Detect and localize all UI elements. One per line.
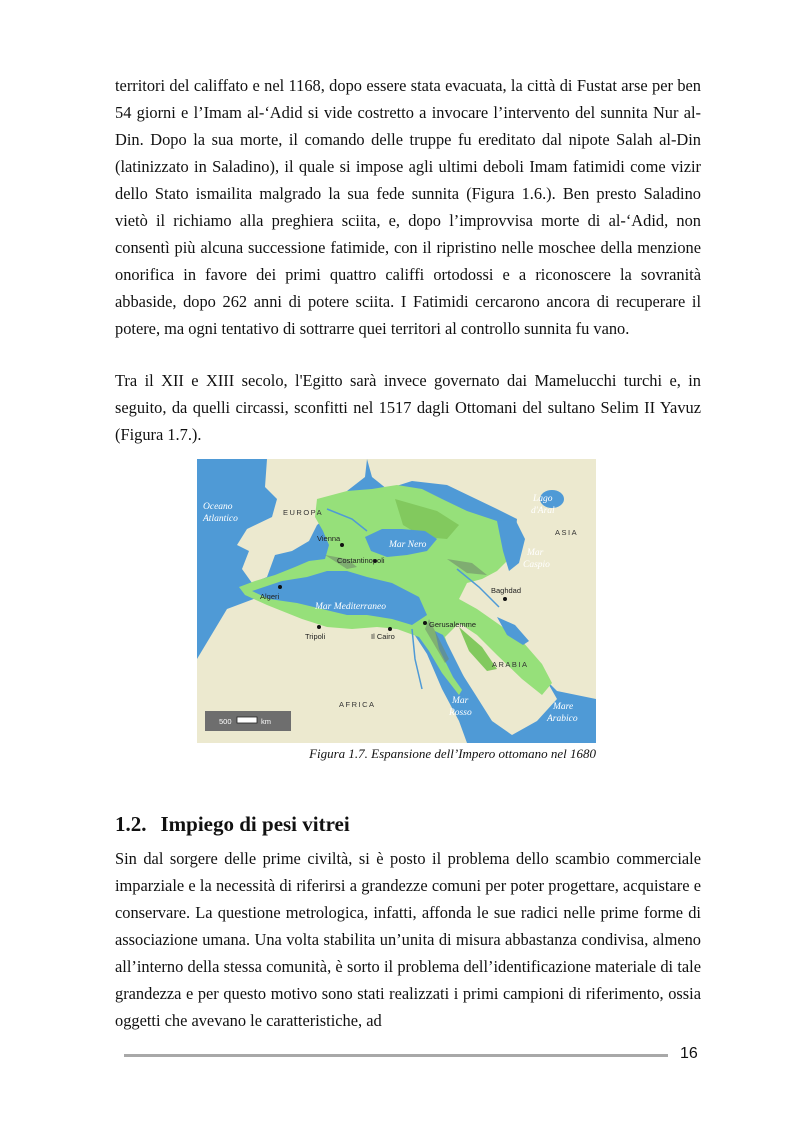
map-label: Baghdad: [491, 586, 522, 595]
map-label: Caspio: [523, 560, 550, 570]
map-label: Mare: [553, 702, 574, 712]
body-paragraph: Sin dal sorgere delle prime civiltà, si è posto il problema dello scambio commerciale imparziale e la necessità di riferirsi a grandezze comuni per poter progettare, acquistare e conservare. La questione metrologica, infatti, affonda le sue radici nelle prime forme di associazione umana. Una volta stabilita un’unita di misura abbastanza condivisa, almeno all’interno della stessa comunità, è sorto il problema dell’identificazione materiale di tale grandezza e per questo motivo sono stati realizzati i primi campioni di riferimento, ossia oggetti che avevano le caratteristiche, ad: [115, 849, 701, 1030]
map-label: Gerusalemme: [429, 620, 477, 629]
map-label: Oceano: [203, 502, 233, 512]
map-label: Mar: [527, 548, 544, 558]
map-label: Mar Mediterraneo: [315, 602, 386, 612]
map-label: Algeri: [260, 592, 280, 601]
map-label: Il Cairo: [371, 632, 395, 641]
city-marker: [340, 543, 344, 547]
figure-caption: Figura 1.7. Espansione dell’Impero ottomano nel 1680: [309, 746, 596, 761]
scale-unit: km: [261, 717, 271, 726]
map-label: d'Aral: [531, 506, 555, 516]
scale-value: 500: [219, 717, 232, 726]
section-heading: [115, 812, 350, 837]
footer-divider: [124, 1054, 668, 1057]
city-marker: [503, 597, 507, 601]
ottoman-empire-map: [197, 459, 596, 743]
map-label: Atlantico: [203, 514, 238, 524]
map-label: Vienna: [317, 534, 341, 543]
section-title: Impiego di pesi vitrei: [160, 812, 350, 836]
city-marker: [423, 621, 427, 625]
map-label: Costantinopoli: [337, 556, 385, 565]
map-label: ARABIA: [492, 660, 529, 669]
map-label: Mar: [452, 696, 469, 706]
city-marker: [317, 625, 321, 629]
map-label: EUROPA: [283, 508, 324, 517]
map-scale-bar: [205, 711, 291, 731]
map-label: ASIA: [555, 528, 579, 537]
map-label: Lago: [533, 494, 553, 504]
map-label: Mar Nero: [389, 540, 427, 550]
map-label: Rosso: [449, 708, 472, 718]
body-paragraph: territori del califfato e nel 1168, dopo essere stata evacuata, la città di Fustat arse per ben 54 giorni e l’Imam al-‘Adid si vide costretto a invocare l’intervento del sunnita Nur al-Din. Dopo la sua morte, il comando delle truppe fu ereditato dal nipote Salah al-Din (latinizzato in Saladino), il quale si impose agli ultimi deboli Imam fatimidi come vizir dello Stato ismailita malgrado la sua fede sunnita (Figura 1.6.). Ben presto Saladino vietò il richiamo alla preghiera sciita, e, dopo l’improvvisa morte di al-‘Adid, non consentì più alcuna successione fatimide, con il ripristino nelle moschee della menzione onorifica in favore dei primi quattro califfi ortodossi e a riconoscere la sovranità abbaside, dopo 262 anni di potere sciita. I Fatimidi cercarono ancora di recuperare il potere, ma ogni tentativo di sottrarre quei territori al controllo sunnita fu vano.: [115, 76, 701, 338]
body-paragraph: Tra il XII e XIII secolo, l'Egitto sarà invece governato dai Mamelucchi turchi e, in seguito, da quelli circassi, sconfitti nel 1517 dagli Ottomani del sultano Selim II Yavuz (Figura 1.7.).: [115, 371, 701, 444]
map-label: Arabico: [547, 714, 578, 724]
section-number: 1.2.: [115, 812, 147, 836]
map-label: AFRICA: [339, 700, 376, 709]
city-marker: [388, 627, 392, 631]
map-label: Tripoli: [305, 632, 326, 641]
city-marker: [278, 585, 282, 589]
page-number: 16: [680, 1045, 698, 1062]
